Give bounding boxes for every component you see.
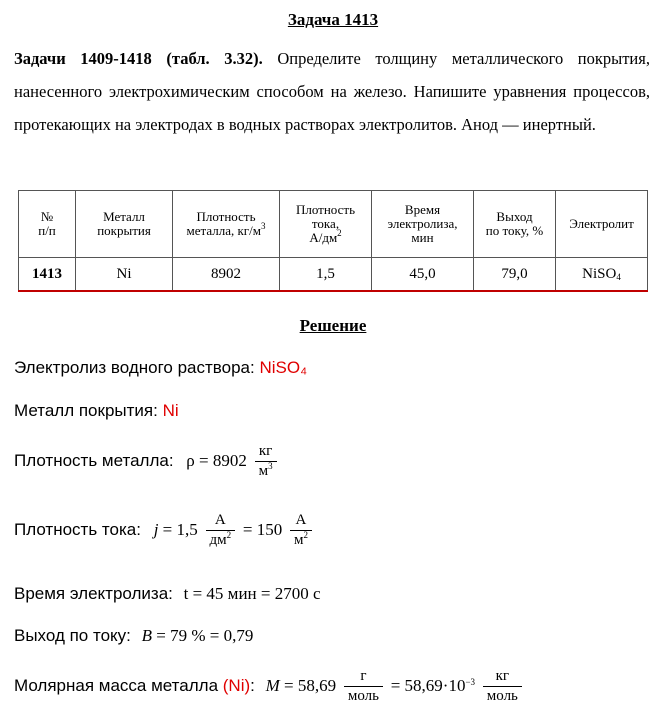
current-unit-dm: $\frac{А}{дм^2}$: [206, 512, 236, 549]
molar-mass-line: Молярная масса металла (Ni): M = 58,69 $\frac{г}{\text{моль}}$ = $58,69\cdot 10^{-3}$ $\frac{кг}{\text{моль}}$: [14, 668, 525, 705]
current-density-formula: j = 1,5: [153, 519, 198, 539]
problem-statement: [14, 42, 650, 141]
problem-text: Определите толщину металлического покрытия, нанесенного электрохимическим способом на железо. Напишите уравнения процессов, протекающих на электродах в водных растворах электролитов. Анод — инертный.: [14, 49, 650, 134]
yield-line: Выход по току: B = 79 % = 0,79: [14, 626, 254, 645]
density-unit: $\frac{кг}{м^3}$: [255, 443, 277, 480]
header-electrolyte: Электролит: [556, 191, 648, 258]
molar-mass-formula: M = 58,69: [265, 675, 337, 695]
table-header-row: [19, 191, 648, 258]
problem-title: Задача 1413: [287, 10, 379, 29]
molar-unit-g: $\frac{г}{\text{моль}}$: [344, 668, 383, 705]
solution-title: Решение: [299, 316, 367, 335]
metal-value: Ni: [162, 401, 179, 420]
current-density-line: Плотность тока: j = 1,5 $\frac{А}{дм^2}$ = 150 $\frac{А}{м^2}$: [14, 512, 315, 549]
header-time: Время электролиза, мин: [372, 191, 474, 258]
electrolyte-value: NiSO₄: [259, 358, 308, 377]
time-line: Время электролиза: t = 45 мин = 2700 с: [14, 584, 321, 603]
current-density-si: = 150: [242, 519, 283, 539]
cell-electrolyte: NiSO4: [556, 258, 648, 292]
molar-metal: (Ni): [222, 675, 251, 695]
cell-metal: Ni: [76, 258, 173, 292]
electrolysis-line: Электролиз водного раствора: NiSO₄: [14, 358, 308, 377]
density-line: Плотность металла: ρ = 8902 $\frac{кг}{м^3}$: [14, 443, 280, 480]
cell-time: 45,0: [372, 258, 474, 292]
cell-num: 1413: [19, 258, 76, 292]
time-value: t = 45 мин = 2700 с: [183, 584, 321, 603]
molar-unit-kg: $\frac{кг}{\text{моль}}$: [483, 668, 522, 705]
parameters-table: [18, 190, 648, 292]
header-yield: Выход по току, %: [474, 191, 556, 258]
molar-mass-si: = $58,69\cdot 10^{-3}$: [390, 675, 476, 695]
current-unit-m: $\frac{А}{м^2}$: [290, 512, 312, 549]
problem-reference: Задачи 1409-1418 (табл. 3.32).: [14, 49, 263, 68]
yield-value: B = 79 % = 0,79: [141, 626, 254, 645]
header-metal: Металл покрытия: [76, 191, 173, 258]
cell-density: 8902: [173, 258, 280, 292]
density-formula: ρ = 8902: [186, 450, 247, 470]
header-density: Плотность металла, $кг/м^3$: [173, 191, 280, 258]
header-current-density: Плотность тока, $А/дм^2$: [280, 191, 372, 258]
header-num: № п/п: [19, 191, 76, 258]
cell-current-density: 1,5: [280, 258, 372, 292]
table-row: [19, 258, 648, 292]
cell-yield: 79,0: [474, 258, 556, 292]
metal-line: Металл покрытия: Ni: [14, 401, 179, 420]
